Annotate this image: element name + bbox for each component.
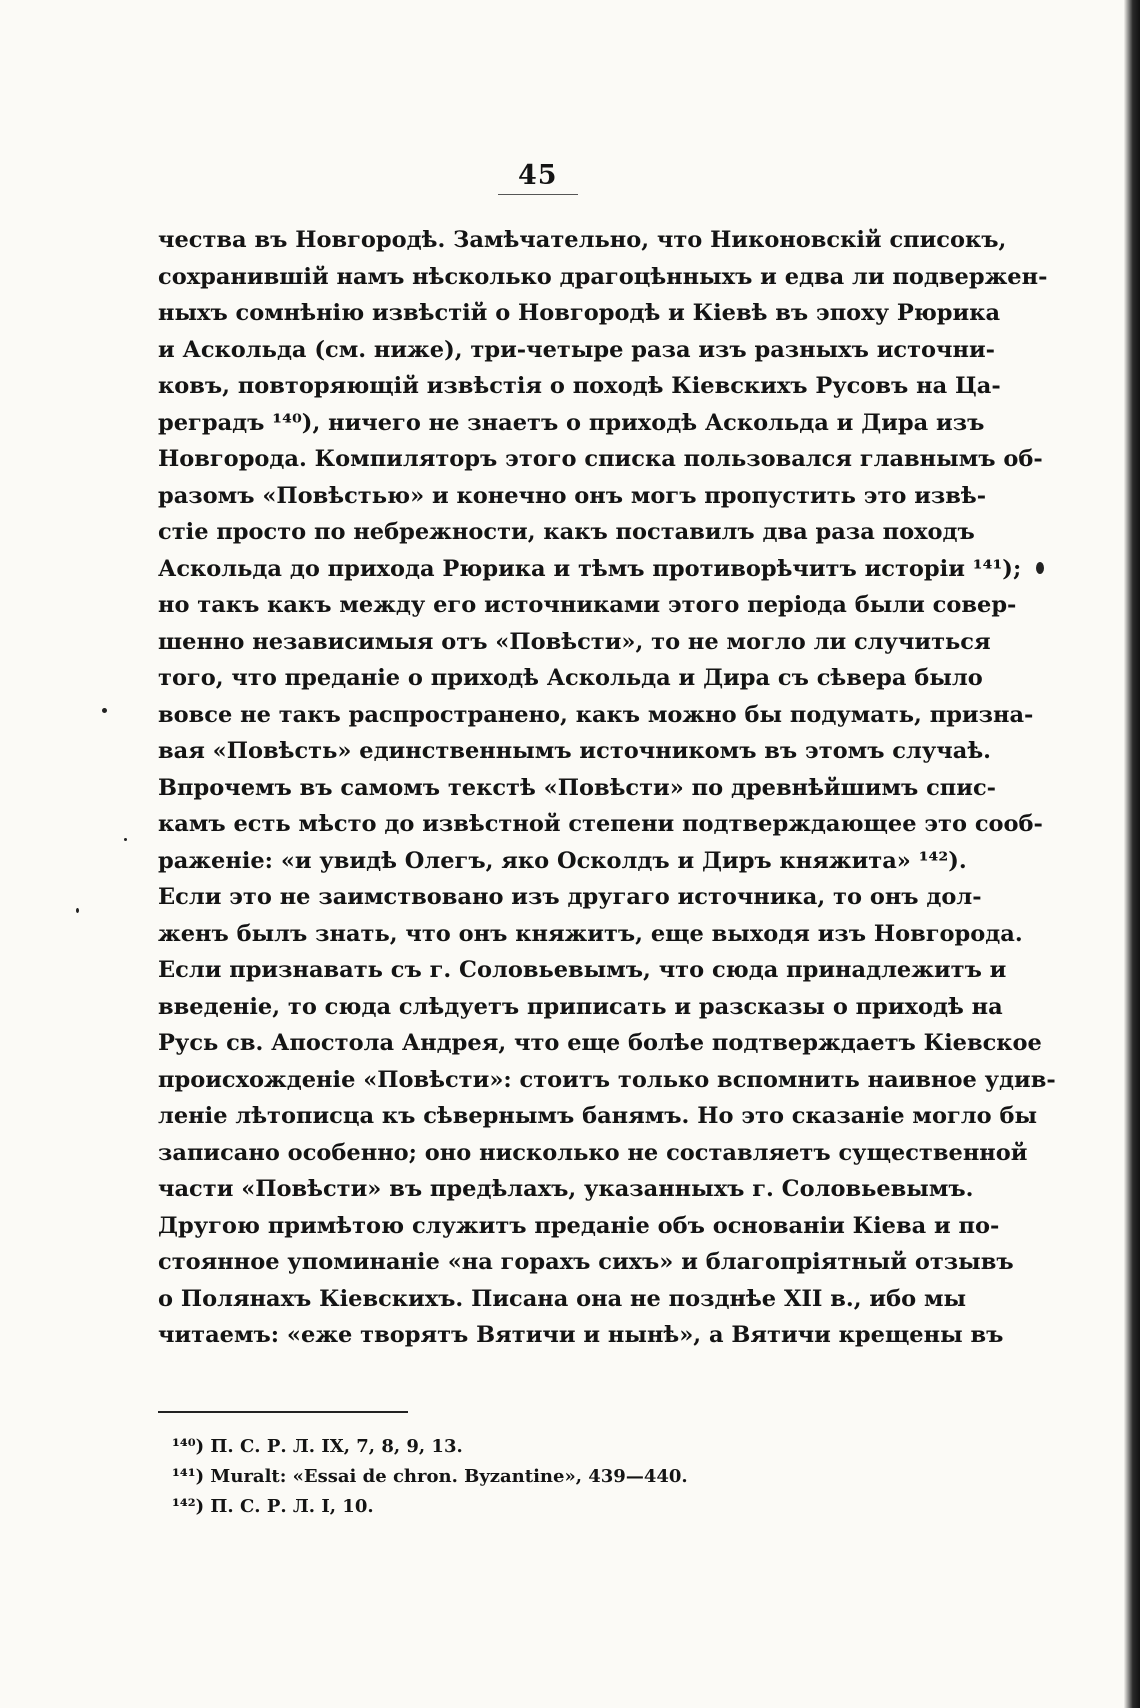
scan-speck (102, 708, 107, 713)
text-line: реградъ ¹⁴⁰), ничего не знаетъ о приходѣ Аскольда и Дира изъ (158, 409, 985, 436)
text-line: шенно независимыя отъ «Повѣсти», то не могло ли случиться (158, 628, 991, 655)
text-line: камъ есть мѣсто до извѣстной степени подтверждающее это сооб- (158, 811, 1043, 837)
text-line: разомъ «Повѣстью» и конечно онъ могъ пропустить это извѣ- (158, 482, 987, 509)
text-line: сохранившій намъ нѣсколько драгоцѣнныхъ и едва ли подвержен- (158, 263, 1048, 290)
text-line: вовсе не такъ распространено, какъ можно бы подумать, призна- (158, 701, 1034, 728)
text-line: Впрочемъ въ самомъ текстѣ «Повѣсти» по древнѣйшимъ спис- (158, 774, 997, 801)
text-line: Если признавать съ г. Соловьевымъ, что сюда принадлежитъ и (158, 957, 1007, 983)
text-line: ныхъ сомнѣнію извѣстій о Новгородѣ и Кіевѣ въ эпоху Рюрика (158, 300, 1001, 326)
text-line: о Полянахъ Кіевскихъ. Писана она не позднѣе XII в., ибо мы (158, 1285, 967, 1312)
text-line: но такъ какъ между его источниками этого періода были совер- (158, 592, 1017, 618)
text-line: Другою примѣтою служитъ преданіе объ основаніи Кіева и по- (158, 1212, 1000, 1239)
text-line: леніе лѣтописца къ сѣвернымъ банямъ. Но это сказаніе могло бы (158, 1103, 1038, 1129)
text-line: ковъ, повторяющій извѣстія о походѣ Кіевскихъ Русовъ на Ца- (158, 373, 1001, 399)
text-line: стіе просто по небрежности, какъ поставилъ два раза походъ (158, 519, 975, 545)
text-line: введеніе, то сюда слѣдуетъ приписать и разсказы о приходѣ на (158, 993, 1003, 1020)
page-edge (1124, 0, 1140, 1708)
footnote: ¹⁴¹) Muralt: «Essai de chron. Byzantine», 439—440. (172, 1466, 688, 1487)
footnote: ¹⁴⁰) П. С. Р. Л. IX, 7, 8, 9, 13. (172, 1436, 463, 1457)
text-line: вая «Повѣсть» единственнымъ источникомъ въ этомъ случаѣ. (158, 738, 991, 764)
text-line: читаемъ: «еже творятъ Вятичи и нынѣ», а Вятичи крещены въ (158, 1322, 1004, 1348)
scan-speck (76, 908, 79, 913)
text-line: записано особенно; оно нисколько не составляетъ существенной (158, 1139, 1028, 1166)
scan-speck (124, 838, 127, 841)
text-line: чества въ Новгородѣ. Замѣчательно, что Никоновскій списокъ, (158, 227, 1007, 253)
text-line: того, что преданіе о приходѣ Аскольда и Дира съ сѣвера было (158, 665, 983, 691)
text-line: Аскольда до прихода Рюрика и тѣмъ противорѣчитъ исторіи ¹⁴¹); (158, 555, 1022, 582)
scan-speck (1036, 562, 1044, 574)
text-line: раженіе: «и увидѣ Олегъ, яко Осколдъ и Диръ княжита» ¹⁴²). (158, 847, 967, 874)
footnotes (172, 1432, 772, 1522)
text-line: Русь св. Апостола Андрея, что еще болѣе подтверждаетъ Кіевское (158, 1030, 1042, 1056)
text-line: происхожденіе «Повѣсти»: стоитъ только вспомнить наивное удив- (158, 1066, 1056, 1093)
page-number-rule (498, 194, 578, 195)
text-line: стоянное упоминаніе «на горахъ сихъ» и благопріятный отзывъ (158, 1249, 1014, 1275)
page-number: 45 (518, 160, 558, 191)
text-line: части «Повѣсти» въ предѣлахъ, указанныхъ г. Соловьевымъ. (158, 1176, 974, 1202)
footnote-rule (158, 1411, 408, 1413)
text-line: женъ былъ знать, что онъ княжитъ, еще выходя изъ Новгорода. (158, 920, 1023, 947)
text-line: и Аскольда (см. ниже), три-четыре раза изъ разныхъ источни- (158, 336, 995, 363)
body-text (158, 222, 1056, 1354)
footnote: ¹⁴²) П. С. Р. Л. I, 10. (172, 1496, 374, 1517)
text-line: Если это не заимствовано изъ другаго источника, то онъ дол- (158, 884, 982, 910)
text-line: Новгорода. Компиляторъ этого списка пользовался главнымъ об- (158, 446, 1043, 472)
